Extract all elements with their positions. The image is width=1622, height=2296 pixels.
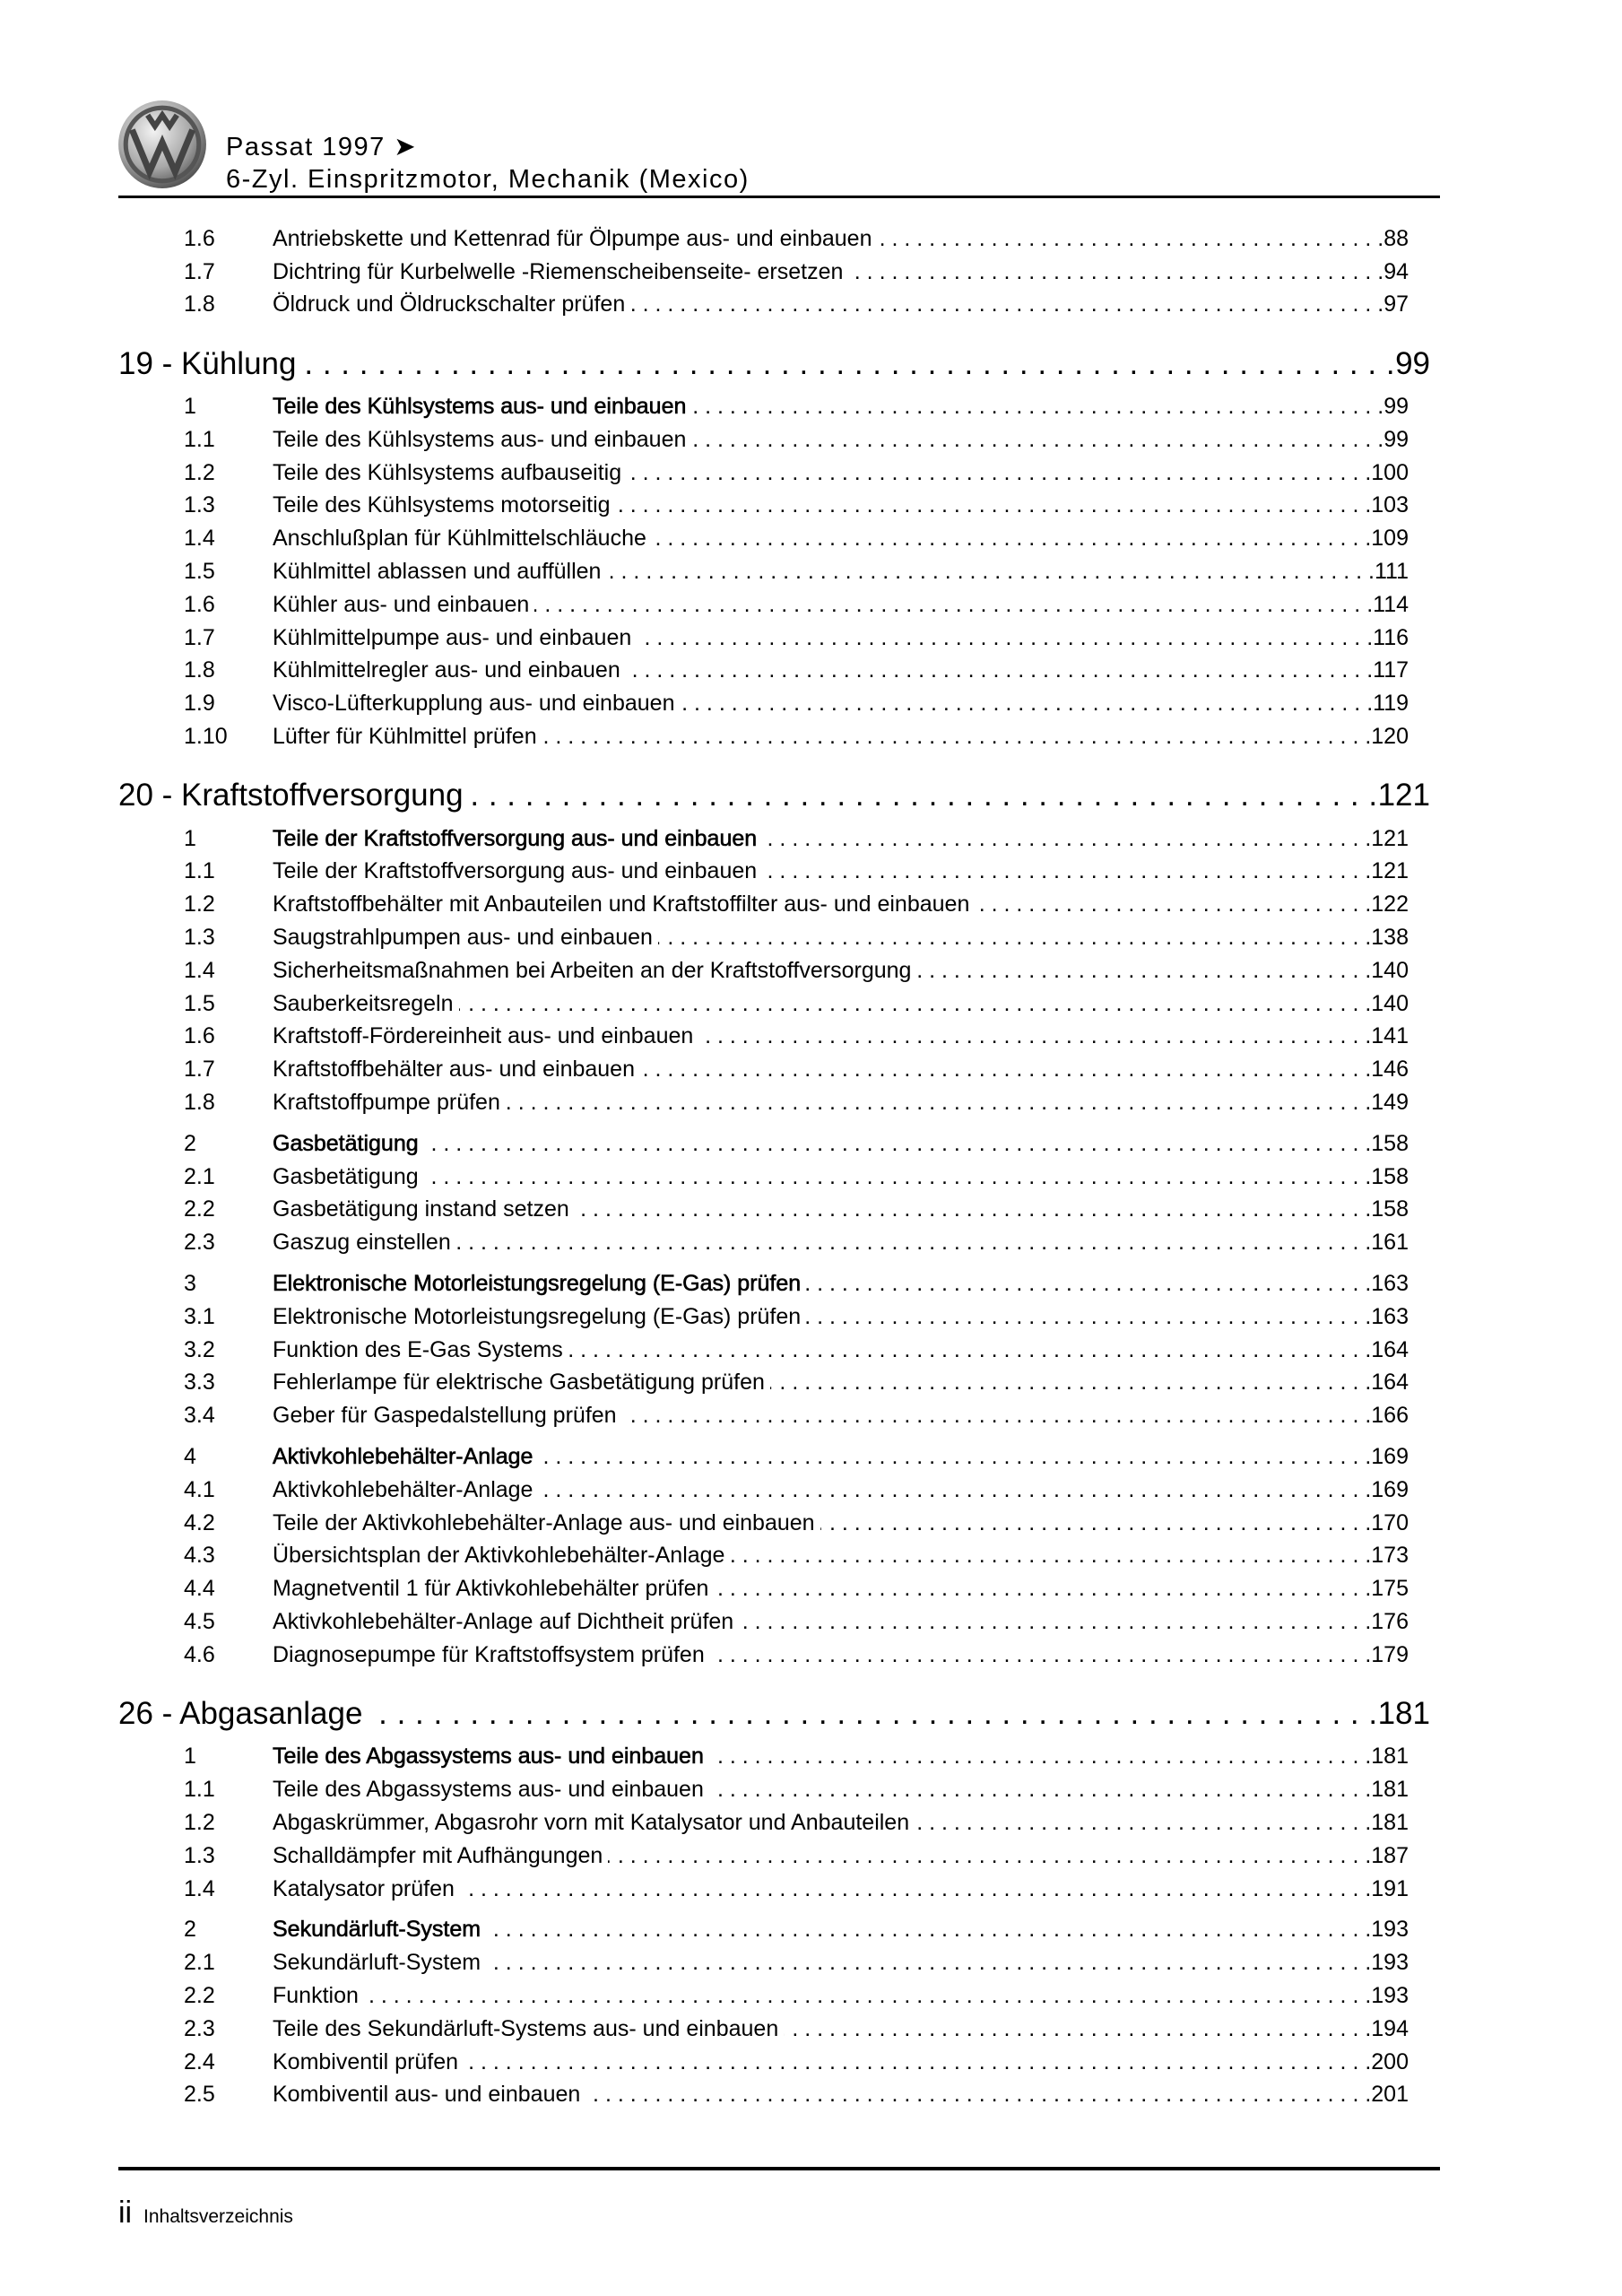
- dot-leader: [730, 1543, 1371, 1569]
- toc-entry[interactable]: [118, 1806, 1430, 1839]
- toc-title: Sauberkeitsregeln: [273, 990, 454, 1016]
- toc-entry[interactable]: [118, 1334, 1430, 1367]
- toc-page: 181: [1371, 1777, 1409, 1803]
- toc-number: 1.6: [184, 591, 215, 617]
- toc-number: 1.7: [184, 1057, 215, 1083]
- toc-entry[interactable]: [118, 457, 1430, 490]
- toc-page: 158: [1371, 1196, 1409, 1222]
- toc-title: Teile der Kraftstoffversorgung aus- und einbauen: [273, 858, 758, 884]
- toc-title: Lüfter für Kühlmittel prüfen: [273, 724, 537, 750]
- footer-page-number: ii: [118, 2196, 133, 2230]
- toc-page: 175: [1371, 1576, 1409, 1602]
- dot-leader: [627, 460, 1371, 486]
- dot-leader: [626, 657, 1373, 683]
- toc-number: 1.7: [184, 258, 215, 284]
- toc-title: Kraftstoff-Fördereinheit aus- und einbauen: [273, 1023, 694, 1049]
- dot-leader: [424, 1164, 1372, 1190]
- toc-page: 181: [1377, 1696, 1430, 1732]
- toc-page: 173: [1371, 1543, 1409, 1569]
- toc-entry[interactable]: [118, 856, 1430, 889]
- dot-leader: [542, 724, 1372, 750]
- toc-page: 179: [1371, 1641, 1409, 1667]
- toc-entry[interactable]: [118, 1946, 1430, 1979]
- toc-number: 1.6: [184, 1023, 215, 1049]
- toc-title: Dichtring für Kurbelwelle -Riemenscheibenseite- ersetzen: [273, 258, 844, 284]
- toc-section[interactable]: [118, 1127, 1430, 1161]
- dot-leader: [762, 858, 1371, 884]
- dot-leader: [806, 1271, 1371, 1297]
- toc-page: 114: [1373, 591, 1409, 617]
- toc-title: Sicherheitsmaßnahmen bei Arbeiten an der Kraftstoffversorgung: [273, 957, 912, 983]
- dot-leader: [471, 778, 1378, 813]
- toc-page: 140: [1371, 957, 1409, 983]
- toc-entry[interactable]: [118, 1399, 1430, 1432]
- toc-number: 1.3: [184, 1842, 215, 1868]
- toc-page: 138: [1371, 925, 1409, 951]
- dot-leader: [568, 1337, 1372, 1363]
- toc-page: 187: [1371, 1842, 1409, 1868]
- toc-title: Teile der Aktivkohlebehälter-Anlage aus- und einbauen: [273, 1509, 815, 1535]
- toc-title: Teile der Kraftstoffversorgung aus- und einbauen: [273, 825, 758, 851]
- toc-number: 1: [184, 394, 196, 420]
- dot-leader: [739, 1609, 1371, 1635]
- toc-page: 193: [1371, 1950, 1409, 1976]
- toc-entry[interactable]: [118, 1021, 1430, 1054]
- toc-number: 2.1: [184, 1163, 215, 1189]
- toc-number: 1.3: [184, 492, 215, 518]
- toc-entry[interactable]: [118, 2013, 1430, 2046]
- footer-divider: [118, 2167, 1440, 2170]
- toc-entry[interactable]: [118, 687, 1430, 720]
- dot-leader: [848, 259, 1383, 285]
- toc-page: 163: [1371, 1271, 1409, 1296]
- toc-number: 2.4: [184, 2048, 215, 2074]
- toc-entry[interactable]: [118, 588, 1430, 622]
- dot-leader: [709, 1744, 1371, 1770]
- dot-leader: [691, 427, 1383, 453]
- toc-chapter[interactable]: [118, 779, 1430, 813]
- toc-section[interactable]: [118, 1267, 1430, 1300]
- toc-number: 2.5: [184, 2082, 215, 2108]
- toc-entry[interactable]: [118, 1053, 1430, 1086]
- toc-number: 1: [184, 825, 196, 851]
- toc-entry[interactable]: [118, 954, 1430, 987]
- toc-title: Kraftstoffbehälter mit Anbauteilen und Kraftstoffilter aus- und einbauen: [273, 891, 970, 918]
- toc-section[interactable]: [118, 1913, 1430, 1946]
- toc-number: 4: [184, 1443, 196, 1469]
- toc-entry[interactable]: [118, 289, 1430, 322]
- dot-leader: [534, 592, 1373, 618]
- dot-leader: [424, 1131, 1372, 1157]
- toc-page: 176: [1371, 1608, 1409, 1634]
- toc-title: Kühler aus- und einbauen: [273, 591, 530, 617]
- toc-page: 121: [1377, 778, 1430, 813]
- toc-entry[interactable]: [118, 1605, 1430, 1639]
- toc-number: 2.2: [184, 1982, 215, 2008]
- toc-title: 26 - Abgasanlage: [118, 1696, 363, 1732]
- toc-page: 166: [1371, 1403, 1409, 1429]
- toc-title: Magnetventil 1 für Aktivkohlebehälter prüfen: [273, 1576, 709, 1602]
- toc-chapter[interactable]: [118, 1698, 1430, 1731]
- toc-entry[interactable]: [118, 622, 1430, 655]
- toc-entry[interactable]: [118, 1194, 1430, 1227]
- header-divider: [118, 196, 1440, 198]
- toc-title: Schalldämpfer mit Aufhängungen: [273, 1842, 603, 1868]
- toc-page: 181: [1371, 1809, 1409, 1835]
- toc-page: 94: [1383, 258, 1409, 284]
- toc-page: 170: [1371, 1509, 1409, 1535]
- toc-page: 97: [1383, 291, 1409, 317]
- dot-leader: [486, 1950, 1371, 1976]
- toc-section[interactable]: [118, 822, 1430, 856]
- toc-entry[interactable]: [118, 655, 1430, 688]
- dot-leader: [680, 691, 1373, 717]
- toc-page: 169: [1371, 1443, 1409, 1469]
- toc-page: 103: [1371, 492, 1409, 518]
- toc-number: 3: [184, 1271, 196, 1296]
- toc-number: 2.3: [184, 2015, 215, 2041]
- toc-number: 1.2: [184, 891, 215, 918]
- toc-page: 161: [1371, 1230, 1409, 1256]
- toc-entry[interactable]: [118, 921, 1430, 954]
- toc-page: 99: [1383, 394, 1409, 420]
- toc-title: Kraftstoffbehälter aus- und einbauen: [273, 1057, 635, 1083]
- toc-number: 1: [184, 1744, 196, 1770]
- toc-title: Gasbetätigung: [273, 1163, 419, 1189]
- toc-title: Elektronische Motorleistungsregelung (E-Gas) prüfen: [273, 1303, 802, 1329]
- dot-leader: [506, 1090, 1371, 1116]
- toc-entry[interactable]: [118, 720, 1430, 753]
- toc-entry[interactable]: [118, 2046, 1430, 2079]
- toc-number: 4.5: [184, 1608, 215, 1634]
- toc-number: 1.6: [184, 225, 215, 251]
- toc-entry[interactable]: [118, 1639, 1430, 1672]
- toc-number: 3.1: [184, 1303, 215, 1329]
- dot-leader: [806, 1304, 1371, 1330]
- toc-title: 20 - Kraftstoffversorgung: [118, 778, 464, 813]
- toc-page: 193: [1371, 1982, 1409, 2008]
- toc-title: Teile des Abgassystems aus- und einbauen: [273, 1777, 704, 1803]
- toc-page: 146: [1371, 1057, 1409, 1083]
- toc-entry[interactable]: [118, 2078, 1430, 2111]
- toc-entry[interactable]: [118, 1226, 1430, 1259]
- toc-title: Funktion: [273, 1982, 359, 2008]
- toc-title: Teile des Kühlsystems aufbauseitig: [273, 459, 622, 485]
- toc-title: Abgaskrümmer, Abgasrohr vorn mit Katalysator und Anbauteilen: [273, 1809, 910, 1835]
- toc-page: 191: [1371, 1875, 1409, 1901]
- toc-entry[interactable]: [118, 1367, 1430, 1400]
- toc-entry[interactable]: [118, 888, 1430, 921]
- toc-number: 1.4: [184, 957, 215, 983]
- toc-title: Kombiventil prüfen: [273, 2048, 459, 2074]
- toc-number: 1.3: [184, 925, 215, 951]
- toc-number: 1.1: [184, 1777, 215, 1803]
- toc-entry[interactable]: [118, 1474, 1430, 1507]
- toc-page: 140: [1371, 990, 1409, 1016]
- toc-number: 1.2: [184, 459, 215, 485]
- toc-page: 121: [1371, 825, 1409, 851]
- manual-title: Passat 1997 ➤: [226, 133, 418, 161]
- toc-title: Antriebskette und Kettenrad für Ölpumpe aus- und einbauen: [273, 225, 872, 251]
- toc-number: 3.3: [184, 1370, 215, 1396]
- toc-page: 99: [1395, 345, 1430, 381]
- table-of-contents: [118, 222, 1430, 2111]
- toc-page: 169: [1371, 1476, 1409, 1502]
- dot-leader: [784, 2016, 1371, 2042]
- dot-leader: [915, 1810, 1371, 1836]
- toc-number: 4.2: [184, 1509, 215, 1535]
- toc-title: Kühlmittelpumpe aus- und einbauen: [273, 624, 632, 650]
- toc-title: Aktivkohlebehälter-Anlage: [273, 1476, 533, 1502]
- dot-leader: [616, 492, 1372, 518]
- dot-leader: [369, 1696, 1377, 1732]
- toc-page: 117: [1373, 657, 1409, 683]
- dot-leader: [640, 1057, 1371, 1083]
- toc-title: Kühlmittel ablassen und auffüllen: [273, 559, 602, 585]
- toc-number: 2: [184, 1917, 196, 1943]
- toc-number: 1.5: [184, 559, 215, 585]
- toc-number: 4.4: [184, 1576, 215, 1602]
- toc-title: Teile des Kühlsystems motorseitig: [273, 492, 611, 518]
- toc-title: Geber für Gaspedalstellung prüfen: [273, 1403, 617, 1429]
- dot-leader: [608, 1843, 1371, 1869]
- toc-number: 3.2: [184, 1336, 215, 1362]
- toc-title: Kombiventil aus- und einbauen: [273, 2082, 581, 2108]
- toc-page: 200: [1371, 2048, 1409, 2074]
- toc-title: Übersichtsplan der Aktivkohlebehälter-Anlage: [273, 1543, 725, 1569]
- dot-leader: [691, 394, 1383, 420]
- toc-number: 1.4: [184, 526, 215, 552]
- toc-entry[interactable]: [118, 222, 1430, 256]
- toc-number: 4.1: [184, 1476, 215, 1502]
- toc-title: Saugstrahlpumpen aus- und einbauen: [273, 925, 653, 951]
- dot-leader: [622, 1403, 1372, 1429]
- dot-leader: [364, 1983, 1371, 2009]
- toc-entry[interactable]: [118, 987, 1430, 1021]
- toc-title: Anschlußplan für Kühlmittelschläuche: [273, 526, 646, 552]
- toc-page: 100: [1371, 459, 1409, 485]
- dot-leader: [637, 625, 1373, 651]
- toc-number: 1.2: [184, 1809, 215, 1835]
- toc-title: Teile des Kühlsystems aus- und einbauen: [273, 426, 687, 452]
- toc-page: 121: [1371, 858, 1409, 884]
- toc-title: Öldruck und Öldruckschalter prüfen: [273, 291, 626, 317]
- toc-page: 163: [1371, 1303, 1409, 1329]
- toc-title: Gasbetätigung: [273, 1130, 419, 1156]
- dot-leader: [585, 2082, 1371, 2108]
- toc-entry[interactable]: [118, 555, 1430, 588]
- toc-number: 2.2: [184, 1196, 215, 1222]
- toc-page: 194: [1371, 2015, 1409, 2041]
- toc-title: Gaszug einstellen: [273, 1230, 451, 1256]
- dot-leader: [464, 2049, 1371, 2075]
- dot-leader: [486, 1917, 1371, 1943]
- toc-number: 3.4: [184, 1403, 215, 1429]
- toc-number: 1.9: [184, 691, 215, 717]
- toc-section[interactable]: [118, 1440, 1430, 1474]
- toc-page: 116: [1373, 624, 1409, 650]
- toc-entry[interactable]: [118, 490, 1430, 523]
- toc-page: 193: [1371, 1917, 1409, 1943]
- toc-entry[interactable]: [118, 1839, 1430, 1873]
- toc-title: Gasbetätigung instand setzen: [273, 1196, 569, 1222]
- vw-logo: [117, 99, 208, 190]
- toc-number: 1.5: [184, 990, 215, 1016]
- dot-leader: [456, 1230, 1372, 1256]
- toc-number: 1.8: [184, 291, 215, 317]
- toc-page: 201: [1371, 2082, 1409, 2108]
- toc-page: 181: [1371, 1744, 1409, 1770]
- toc-title: Fehlerlampe für elektrische Gasbetätigung prüfen: [273, 1370, 765, 1396]
- toc-page: 158: [1371, 1130, 1409, 1156]
- toc-title: Kraftstoffpumpe prüfen: [273, 1090, 500, 1116]
- toc-entry[interactable]: [118, 1773, 1430, 1806]
- dot-leader: [658, 925, 1371, 951]
- toc-number: 4.6: [184, 1641, 215, 1667]
- toc-number: 1.10: [184, 724, 228, 750]
- toc-number: 1.7: [184, 624, 215, 650]
- dot-leader: [606, 559, 1375, 585]
- toc-title: Diagnosepumpe für Kraftstoffsystem prüfen: [273, 1641, 705, 1667]
- dot-leader: [878, 226, 1384, 252]
- toc-number: 1.8: [184, 1090, 215, 1116]
- toc-title: Sekundärluft-System: [273, 1917, 481, 1943]
- toc-page: 109: [1371, 526, 1409, 552]
- toc-section[interactable]: [118, 390, 1430, 423]
- toc-chapter[interactable]: [118, 347, 1430, 380]
- toc-number: 2.3: [184, 1230, 215, 1256]
- toc-title: Katalysator prüfen: [273, 1875, 455, 1901]
- dot-leader: [710, 1642, 1372, 1668]
- dot-leader: [652, 526, 1371, 552]
- dot-leader: [820, 1510, 1372, 1536]
- dot-leader: [709, 1777, 1371, 1803]
- toc-title: Aktivkohlebehälter-Anlage: [273, 1443, 533, 1469]
- dot-leader: [459, 991, 1372, 1017]
- toc-page: 141: [1371, 1023, 1409, 1049]
- toc-number: 1.1: [184, 858, 215, 884]
- toc-page: 149: [1371, 1090, 1409, 1116]
- toc-entry[interactable]: [118, 1507, 1430, 1540]
- toc-title: Visco-Lüfterkupplung aus- und einbauen: [273, 691, 675, 717]
- toc-title: 19 - Kühlung: [118, 345, 297, 381]
- dot-leader: [538, 1477, 1371, 1503]
- toc-entry[interactable]: [118, 1300, 1430, 1334]
- dot-leader: [538, 1444, 1371, 1470]
- toc-entry[interactable]: [118, 256, 1430, 289]
- toc-entry[interactable]: [118, 1873, 1430, 1906]
- dot-leader: [714, 1576, 1371, 1602]
- toc-number: 1.8: [184, 657, 215, 683]
- toc-page: 111: [1374, 559, 1409, 585]
- toc-page: 122: [1371, 891, 1409, 918]
- toc-entry[interactable]: [118, 423, 1430, 457]
- dot-leader: [770, 1370, 1371, 1396]
- toc-entry[interactable]: [118, 1161, 1430, 1194]
- toc-page: 158: [1371, 1163, 1409, 1189]
- toc-number: 4.3: [184, 1543, 215, 1569]
- toc-number: 2: [184, 1130, 196, 1156]
- footer-section-label: Inhaltsverzeichnis: [143, 2206, 293, 2227]
- dot-leader: [460, 1876, 1371, 1902]
- dot-leader: [916, 958, 1371, 984]
- dot-leader: [575, 1196, 1371, 1222]
- toc-title: Teile des Kühlsystems aus- und einbauen: [273, 394, 687, 420]
- toc-entry[interactable]: [118, 1979, 1430, 2013]
- toc-page: 120: [1371, 724, 1409, 750]
- toc-title: Teile des Sekundärluft-Systems aus- und einbauen: [273, 2015, 779, 2041]
- toc-page: 119: [1373, 691, 1409, 717]
- toc-page: 164: [1371, 1370, 1409, 1396]
- toc-entry[interactable]: [118, 1572, 1430, 1605]
- toc-title: Elektronische Motorleistungsregelung (E-Gas) prüfen: [273, 1271, 802, 1296]
- dot-leader: [762, 826, 1371, 852]
- toc-entry[interactable]: [118, 1539, 1430, 1572]
- dot-leader: [303, 346, 1395, 382]
- toc-section[interactable]: [118, 1740, 1430, 1773]
- manual-subtitle: 6-Zyl. Einspritzmotor, Mechanik (Mexico): [226, 165, 750, 194]
- toc-number: 1.1: [184, 426, 215, 452]
- toc-number: 1.4: [184, 1875, 215, 1901]
- dot-leader: [975, 891, 1371, 918]
- toc-page: 99: [1383, 426, 1409, 452]
- dot-leader: [698, 1023, 1371, 1049]
- toc-title: Kühlmittelregler aus- und einbauen: [273, 657, 620, 683]
- toc-number: 2.1: [184, 1950, 215, 1976]
- toc-title: Sekundärluft-System: [273, 1950, 481, 1976]
- toc-title: Teile des Abgassystems aus- und einbauen: [273, 1744, 704, 1770]
- toc-page: 88: [1383, 225, 1409, 251]
- toc-entry[interactable]: [118, 522, 1430, 555]
- dot-leader: [630, 291, 1383, 317]
- toc-title: Aktivkohlebehälter-Anlage auf Dichtheit prüfen: [273, 1608, 734, 1634]
- toc-page: 164: [1371, 1336, 1409, 1362]
- toc-title: Funktion des E-Gas Systems: [273, 1336, 563, 1362]
- toc-entry[interactable]: [118, 1086, 1430, 1119]
